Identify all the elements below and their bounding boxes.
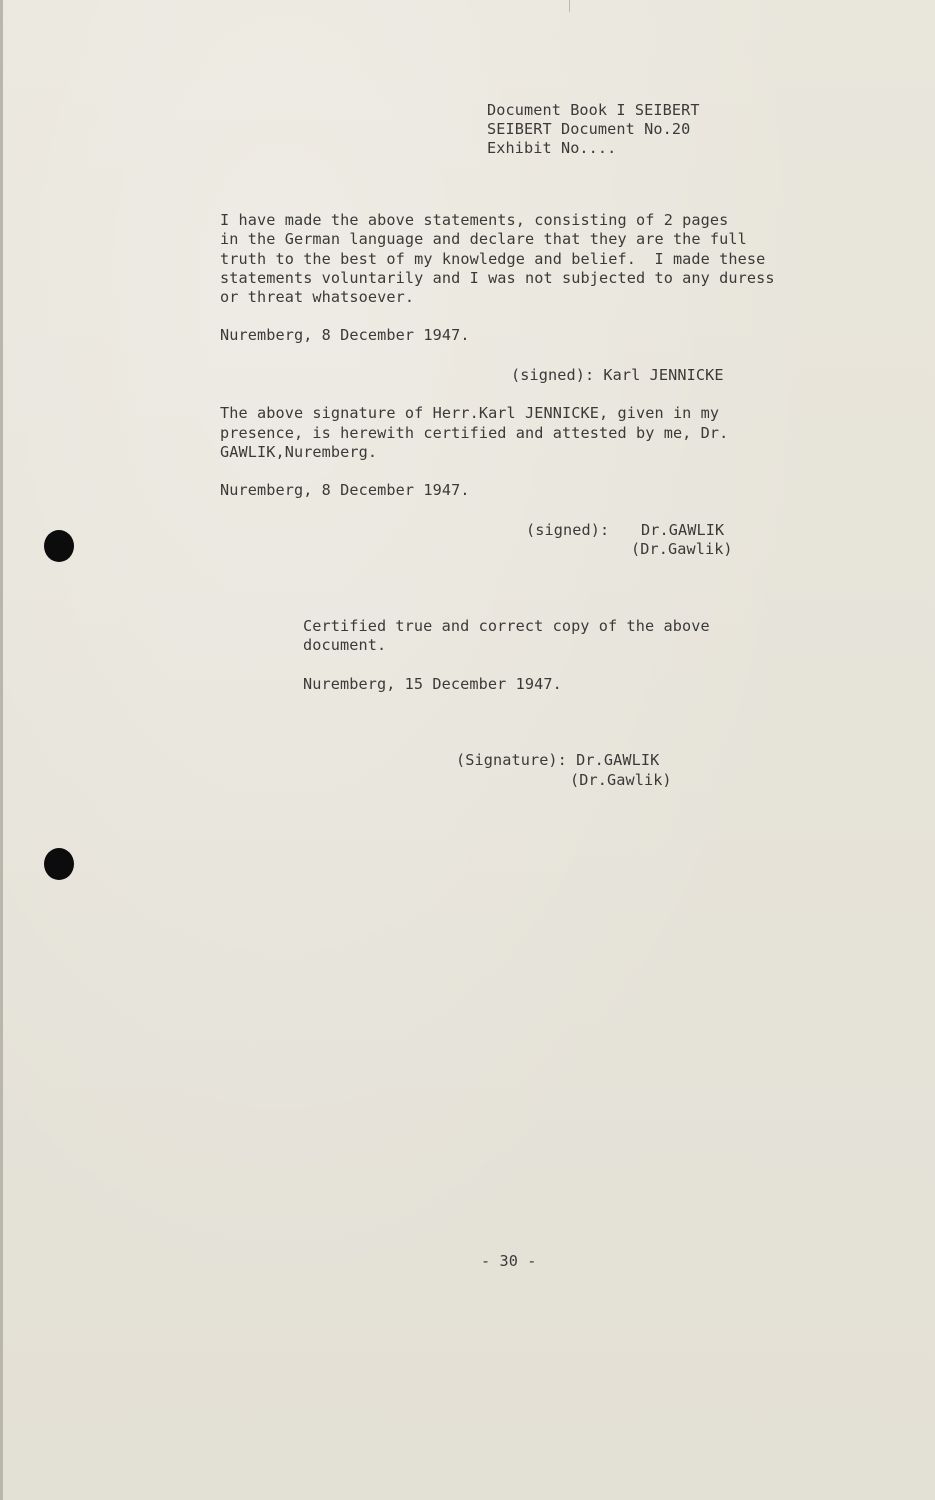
place-date-3: Nuremberg, 15 December 1947. [303, 675, 562, 693]
certification-line: The above signature of Herr.Karl JENNICKE, given in my [220, 404, 720, 422]
page-number: - 30 - [481, 1252, 537, 1270]
signed-jennicke: (signed): Karl JENNICKE [511, 366, 724, 384]
header-document-book: Document Book I SEIBERT [487, 101, 700, 119]
signed-gawlik-label: (signed): [526, 521, 610, 539]
signature-final-paren: (Dr.Gawlik) [570, 771, 672, 789]
copy-certification-line: document. [303, 636, 387, 654]
fold-mark [569, 0, 570, 12]
signature-final-label: (Signature): Dr.GAWLIK [456, 751, 660, 769]
statement-line: statements voluntarily and I was not subjected to any duress [220, 269, 775, 287]
statement-line: I have made the above statements, consisting of 2 pages [220, 211, 729, 229]
header-exhibit-number: Exhibit No.... [487, 139, 617, 157]
certification-line: GAWLIK,Nuremberg. [220, 443, 378, 461]
certification-line: presence, is herewith certified and attested by me, Dr. [220, 424, 729, 442]
signed-gawlik-name: Dr.GAWLIK [641, 521, 725, 539]
copy-certification-line: Certified true and correct copy of the above [303, 617, 710, 635]
punch-hole-lower [44, 848, 74, 880]
punch-hole-upper [44, 530, 74, 562]
statement-line: truth to the best of my knowledge and belief. I made these [220, 250, 766, 268]
statement-line: or threat whatsoever. [220, 288, 415, 306]
place-date-2: Nuremberg, 8 December 1947. [220, 481, 470, 499]
header-document-number: SEIBERT Document No.20 [487, 120, 691, 138]
signed-gawlik-paren: (Dr.Gawlik) [631, 540, 733, 558]
place-date-1: Nuremberg, 8 December 1947. [220, 326, 470, 344]
statement-line: in the German language and declare that they are the full [220, 230, 747, 248]
